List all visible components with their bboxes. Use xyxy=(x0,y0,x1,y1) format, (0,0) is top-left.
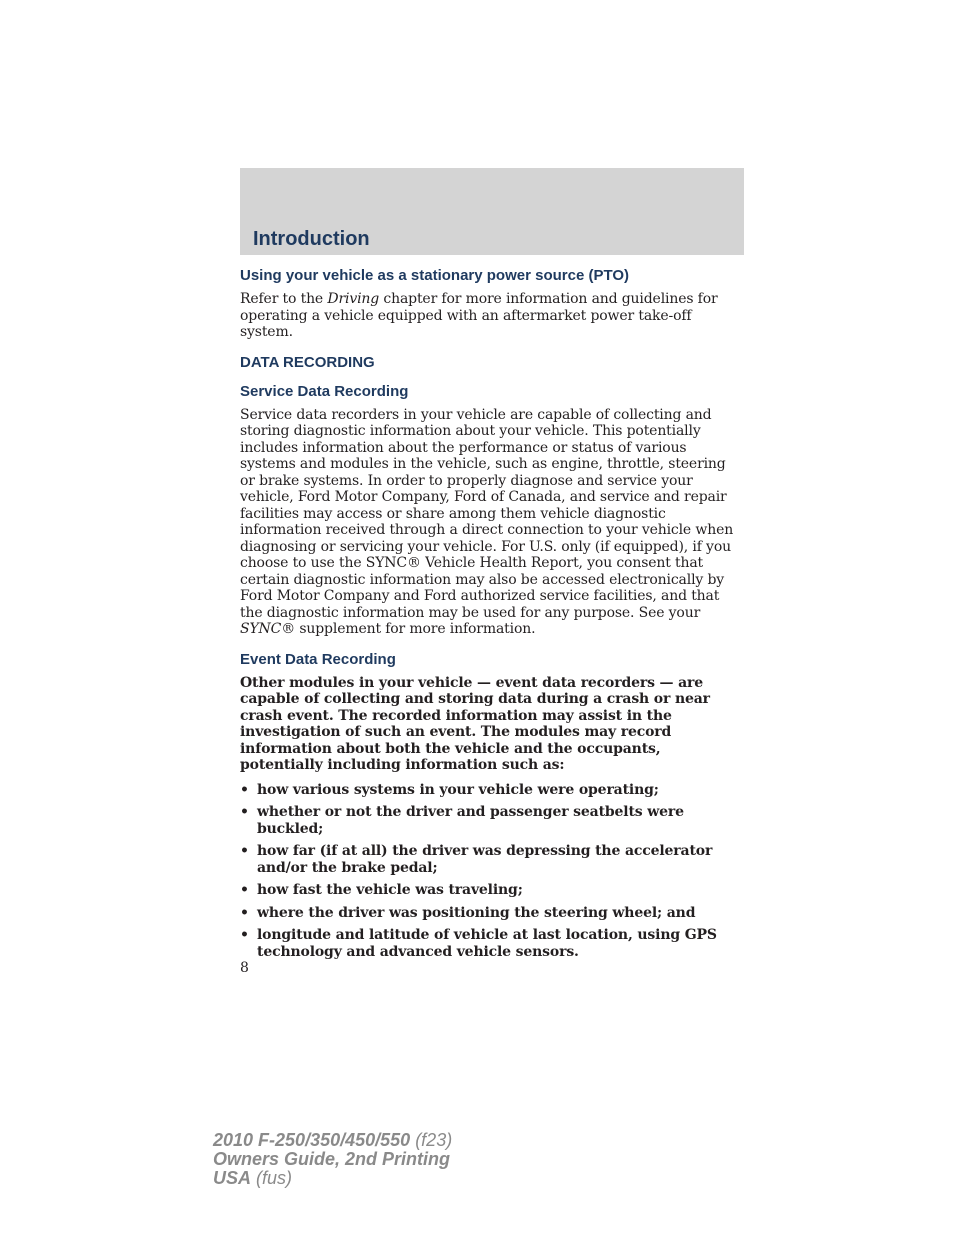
bullet-icon: • xyxy=(240,781,249,798)
pto-paragraph: Refer to the Driving chapter for more information and guidelines for operating a vehicle equipped with an aftermarket power take-off system. xyxy=(240,291,718,340)
page-number: 8 xyxy=(240,960,249,976)
list-item: • how far (if at all) the driver was depressing the accelerator and/or the brake pedal; xyxy=(240,843,713,876)
bullet-icon: • xyxy=(240,927,249,943)
list-item: • how fast the vehicle was traveling; xyxy=(240,882,523,898)
footer-imprint xyxy=(213,1131,452,1188)
bullet-icon: • xyxy=(240,804,249,820)
pto-heading: Using your vehicle as a stationary power source (PTO) xyxy=(240,267,630,284)
event-data-list xyxy=(240,782,744,961)
event-data-intro: Other modules in your vehicle — event data recorders — are capable of collecting and storing data during a crash or near crash event. The recorded information may assist in the investigation of such an event. The modules may record information about both the vehicle and the occupants, potentially including information such as: xyxy=(240,674,710,773)
bullet-icon: • xyxy=(240,882,249,898)
driving-chapter-ref: Driving xyxy=(327,291,380,307)
footer-model-line: 2010 F-250/350/450/550 (f23) xyxy=(213,1130,453,1150)
sync-supplement-ref: SYNC® xyxy=(240,621,296,637)
chapter-title: Introduction xyxy=(253,228,370,250)
bullet-icon: • xyxy=(240,904,249,921)
event-data-heading: Event Data Recording xyxy=(240,650,396,668)
service-data-paragraph: Service data recorders in your vehicle are capable of collecting and storing diagnostic information about your vehicle. This potentially includes information about the performance or status of various systems and modules in the vehicle, such as engine, throttle, steering or brake systems. In order to properly diagnose and service your vehicle, Ford Motor Company, Ford of Canada, and service and repair facilities may access or share among them vehicle diagnostic information received through a direct connection to your vehicle when diagnosing or servicing your vehicle. For U.S. only (if equipped), if you choose to use the SYNC® Vehicle Health Report, you consent that certain diagnostic information may also be accessed electronically by Ford Motor Company and Ford authorized service facilities, and that the diagnostic information may be used for any purpose. See your SYNC® supplement for more information. xyxy=(240,406,734,637)
list-item: • where the driver was positioning the steering wheel; and xyxy=(240,904,696,921)
bullet-icon: • xyxy=(240,843,249,859)
service-data-heading: Service Data Recording xyxy=(240,382,409,400)
footer-market-line: USA (fus) xyxy=(213,1168,293,1188)
data-recording-heading: DATA RECORDING xyxy=(240,353,375,371)
footer-guide-line: Owners Guide, 2nd Printing xyxy=(213,1149,451,1169)
list-item: • how various systems in your vehicle were operating; xyxy=(240,781,659,798)
list-item: • longitude and latitude of vehicle at last location, using GPS technology and advanced vehicle sensors. xyxy=(240,927,717,960)
list-item: • whether or not the driver and passenger seatbelts were buckled; xyxy=(240,804,684,837)
chapter-header-band xyxy=(240,168,744,255)
page-content xyxy=(240,266,744,966)
